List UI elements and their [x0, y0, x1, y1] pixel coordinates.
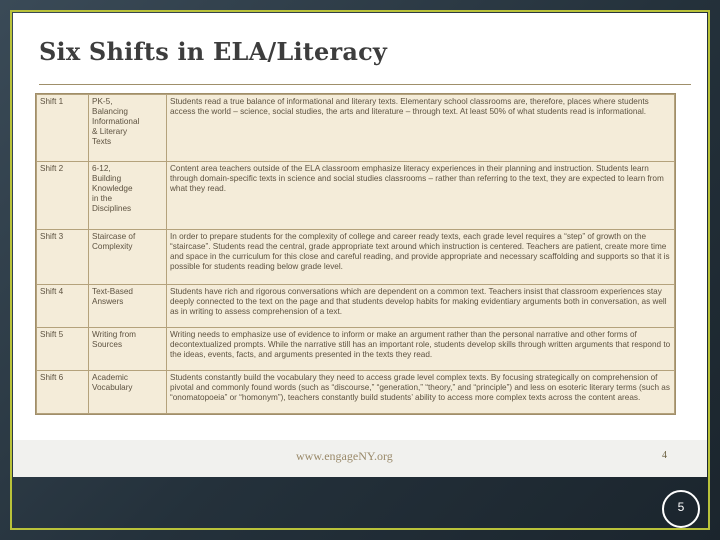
shift-description-cell: Content area teachers outside of the ELA classroom emphasize literacy experiences in their planning and instruction. Students learn through domain-specific texts in science and social studies classrooms – rather than referring to the text, they are expected to learn from what they read.: [167, 162, 675, 229]
page-number: 4: [662, 450, 667, 461]
shift-name-cell: Writing from Sources: [89, 328, 167, 371]
shift-row: [37, 328, 675, 371]
shift-row: [37, 95, 675, 162]
slide-title: Six Shifts in ELA/Literacy: [39, 37, 388, 66]
shift-row: [37, 162, 675, 229]
shift-id-cell: Shift 4: [37, 285, 89, 328]
shift-id-cell: Shift 1: [37, 95, 89, 162]
shifts-table-container: [35, 93, 676, 415]
slide-number-badge: 5: [662, 490, 700, 528]
shifts-table-body: [37, 95, 675, 414]
shift-id-cell: Shift 6: [37, 371, 89, 414]
shift-description-cell: Students read a true balance of informational and literary texts. Elementary school classrooms are, therefore, places where students access the world – science, social studies, the arts and literature – through text. At least 50% of what students read is informational.: [167, 95, 675, 162]
shift-description-cell: Writing needs to emphasize use of evidence to inform or make an argument rather than the personal narrative and other forms of decontextualized prompts. While the narrative still has an important role, students develop skills through written arguments that respond to the ideas, events, facts, and arguments presented in the texts they read.: [167, 328, 675, 371]
shift-description-cell: In order to prepare students for the complexity of college and career ready texts, each grade level requires a “step” of growth on the “staircase”. Students read the central, grade appropriate text around which instruction is centered. Teachers are patient, create more time and space in the curriculum for this close and careful reading, and provide appropriate and necessary scaffolding and supports so that it is possible for students reading below grade level.: [167, 229, 675, 284]
shift-description-cell: Students have rich and rigorous conversations which are dependent on a common text. Teachers insist that classroom experiences stay deeply connected to the text on the page and that students develop habits for making evidentiary arguments both in conversation, as well as in writing to assess comprehension of a text.: [167, 285, 675, 328]
slide-canvas: [13, 13, 707, 440]
shift-description-cell: Students constantly build the vocabulary they need to access grade level complex texts. By focusing strategically on comprehension of pivotal and commonly found words (such as “discourse,” “generation,” “theory,” and “principle”) and less on esoteric literary terms (such as “onomatopoeia” or “homonym”), teachers constantly build students’ ability to access more complex texts across the content areas.: [167, 371, 675, 414]
shift-name-cell: 6-12, Building Knowledge in the Disciplines: [89, 162, 167, 229]
footer-url: www.engageNY.org: [296, 449, 393, 463]
shift-row: [37, 371, 675, 414]
shift-name-cell: Staircase of Complexity: [89, 229, 167, 284]
title-divider: [39, 84, 691, 85]
shift-id-cell: Shift 2: [37, 162, 89, 229]
shift-name-cell: Academic Vocabulary: [89, 371, 167, 414]
shift-id-cell: Shift 3: [37, 229, 89, 284]
shifts-table: [36, 94, 675, 414]
shift-name-cell: Text-Based Answers: [89, 285, 167, 328]
shift-row: [37, 229, 675, 284]
shift-name-cell: PK-5, Balancing Informational & Literary Texts: [89, 95, 167, 162]
shift-row: [37, 285, 675, 328]
shift-id-cell: Shift 5: [37, 328, 89, 371]
